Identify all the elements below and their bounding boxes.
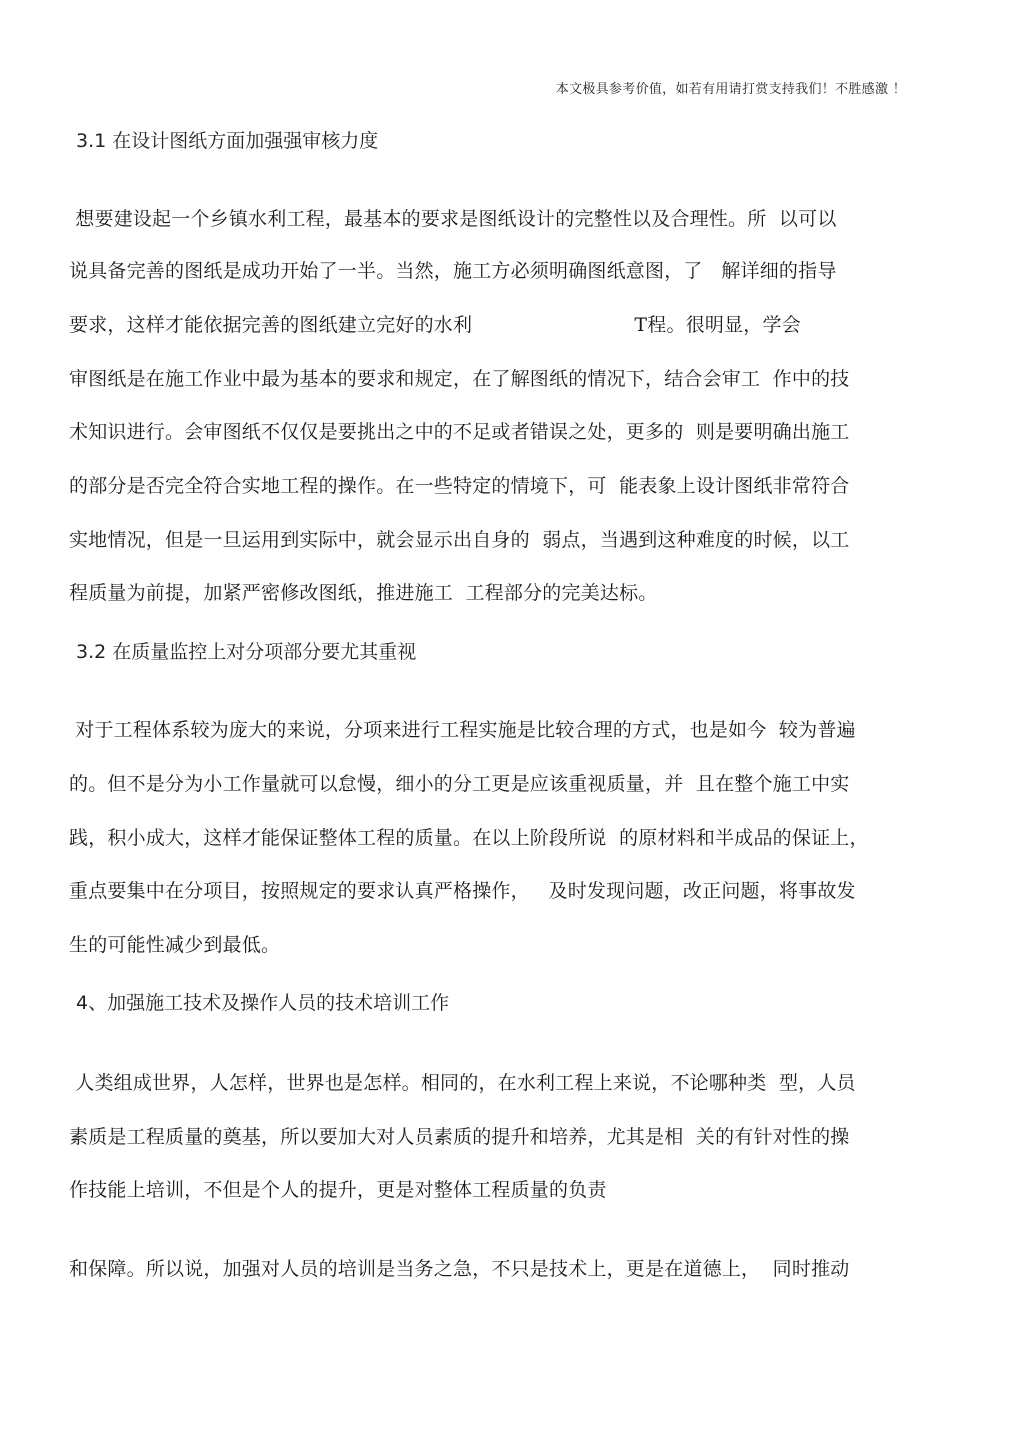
section-heading-3-2: 3.2 在质量监控上对分项部分要尤其重视 [76, 641, 417, 663]
paragraph-line: 实地情况，但是一旦运用到实际中，就会显示出自身的 弱点，当遇到这种难度的时候，以工 [69, 529, 850, 551]
section-heading-4: 4、加强施工技术及操作人员的技术培训工作 [76, 992, 450, 1014]
paragraph-line: 作技能上培训，不但是个人的提升，更是对整体工程质量的负责 [69, 1179, 607, 1201]
paragraph-line: 践，积小成大，这样才能保证整体工程的质量。在以上阶段所说 的原材料和半成品的保证上， [69, 827, 869, 849]
paragraph-line: 要求，这样才能依据完善的图纸建立完好的水利 T程。很明显，学会 [69, 314, 801, 336]
paragraph-line: 对于工程体系较为庞大的来说，分项来进行工程实施是比较合理的方式，也是如今 较为普遍 [69, 719, 856, 741]
paragraph-line: 人类组成世界，人怎样，世界也是怎样。相同的，在水利工程上来说，不论哪种类 型，人员 [69, 1072, 856, 1094]
paragraph-line: 说具备完善的图纸是成功开始了一半。当然，施工方必须明确图纸意图，了 解详细的指导 [69, 260, 837, 282]
paragraph-line: 的。但不是分为小工作量就可以怠慢，细小的分工更是应该重视质量，并 且在整个施工中实 [69, 773, 850, 795]
paragraph-line: 生的可能性减少到最低。 [69, 934, 281, 956]
paragraph-line: 的部分是否完全符合实地工程的操作。在一些特定的情境下，可 能表象上设计图纸非常符合 [69, 475, 850, 497]
section-heading-3-1: 3.1 在设计图纸方面加强强审核力度 [76, 130, 379, 152]
paragraph-line: 和保障。所以说，加强对人员的培训是当务之急，不只是技术上，更是在道德上， 同时推动 [69, 1258, 850, 1280]
paragraph-line: 术知识进行。会审图纸不仅仅是要挑出之中的不足或者错误之处，更多的 则是要明确出施工 [69, 421, 850, 443]
paragraph-line: 重点要集中在分项目，按照规定的要求认真严格操作， 及时发现问题，改正问题，将事故发 [69, 880, 856, 902]
paragraph-line: 想要建设起一个乡镇水利工程，最基本的要求是图纸设计的完整性以及合理性。所 以可以 [69, 208, 837, 230]
header-note: 本文极具参考价值，如若有用请打赏支持我们！不胜感激 ！ [555, 82, 906, 97]
paragraph-line: 素质是工程质量的奠基，所以要加大对人员素质的提升和培养，尤其是相 关的有针对性的操 [69, 1126, 850, 1148]
paragraph-line: 程质量为前提，加紧严密修改图纸，推进施工 工程部分的完美达标。 [69, 582, 658, 604]
paragraph-line: 审图纸是在施工作业中最为基本的要求和规定，在了解图纸的情况下，结合会审工 作中的技 [69, 368, 850, 390]
